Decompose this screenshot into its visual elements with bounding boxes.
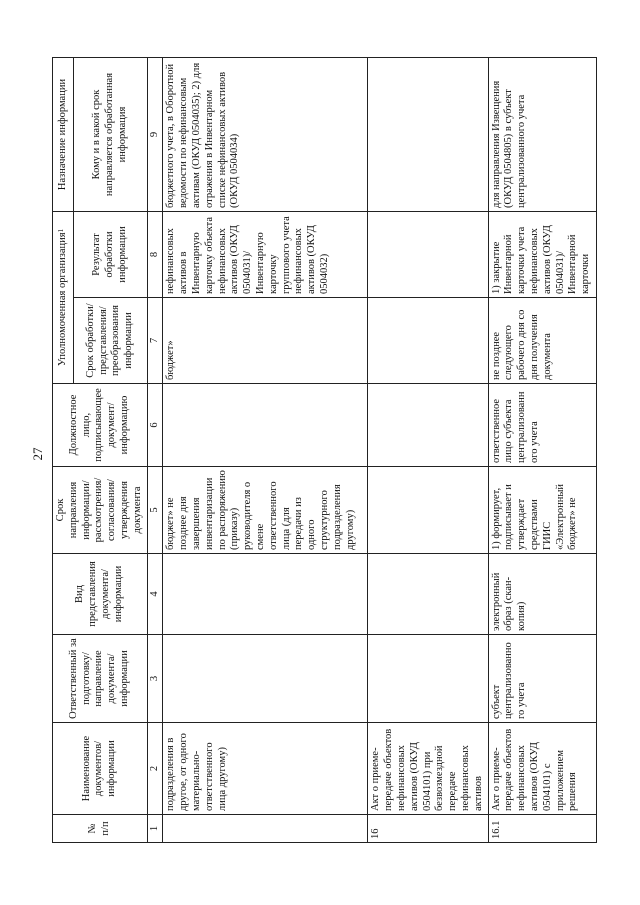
cell-processing-term: не позднее следующего рабочего дня со дня получения документа [488,298,596,384]
cell-number: 16.1 [488,815,596,843]
cell-representation [368,554,488,635]
cell-processing-term [368,298,488,384]
header-official: Должностное лицо, подписывающее документ/ информацию [53,384,148,467]
column-number: 7 [147,298,163,384]
header-representation: Вид представления документа/ информации [53,554,148,635]
header-purpose: Назначение информации [53,58,74,212]
cell-representation [163,554,368,635]
header-processing-term: Срок обработки/ представления/ преобразования информации [74,298,147,384]
document-table [52,57,597,843]
cell-purpose: для направления Извещения (ОКУД 0504805) в субъект централизованного учета [488,58,596,212]
cell-document-name: подразделения в другое, от одного материально-ответственного лица другому) [163,723,368,815]
column-number: 9 [147,58,163,212]
cell-responsible: субъект централизованного учета [488,635,596,723]
column-number: 3 [147,635,163,723]
header-authorized-organization-label: Уполномоченная организация [56,232,68,367]
table-row [368,58,488,843]
header-document-name: Наименование документов/ информации [53,723,148,815]
cell-term [368,467,488,554]
page-number: 27 [30,447,45,461]
cell-document-name: Акт о приеме-передаче объектов нефинансовых активов (ОКУД 0504101) с приложением решения [488,723,596,815]
table-row [488,58,596,843]
cell-responsible [368,635,488,723]
footnote-mark: 1 [56,228,65,233]
header-number: № п/п [53,815,148,843]
cell-purpose [368,58,488,212]
cell-official [368,384,488,467]
column-number: 4 [147,554,163,635]
cell-number [163,815,368,843]
cell-representation: электронный образ (скан-копия) [488,554,596,635]
header-processing-result: Результат обработки информации [74,212,147,298]
cell-purpose: бюджетного учета, в Оборотной ведомости по нефинансовым активам (ОКУД 0504035); 2) для отражения в Инвентарном списке нефинансовых активов (ОКУД 0504034) [163,58,368,212]
cell-processing-result: 1) закрытие Инвентарной карточки учета нефинансовых активов (ОКУД 0504031)/Инвентарной карточки [488,212,596,298]
column-number: 1 [147,815,163,843]
cell-responsible [163,635,368,723]
column-number: 8 [147,212,163,298]
cell-processing-result: нефинансовых активов в Инвентарную карточку объекта нефинансовых активов (ОКУД 0504031)/Инвентарную карточку группового учета нефинансовых активов (ОКУД 0504032) [163,212,368,298]
column-number: 5 [147,467,163,554]
column-number: 2 [147,723,163,815]
cell-processing-result [368,212,488,298]
header-purpose-recipient: Кому и в какой срок направляется обработанная информация [74,58,147,212]
header-responsible: Ответственный за подготовку/ направление документа/ информации [53,635,148,723]
cell-term: 1) формирует, подписывает и утверждает средствами ГИИС «Электронный бюджет» не [488,467,596,554]
table-row [163,58,368,843]
cell-official [163,384,368,467]
cell-term: бюджет» не позднее дня завершения инвентаризации по распоряжению (приказу) руководителя о смене ответственного лица (для передачи из одного структурного подразделения другому) [163,467,368,554]
cell-document-name: Акт о приеме-передаче объектов нефинансовых активов (ОКУД 0504101) при безвозмездной передаче нефинансовых активов [368,723,488,815]
header-authorized-organization [53,212,74,384]
cell-number: 16 [368,815,488,843]
cell-processing-term: бюджет» [163,298,368,384]
header-term: Срок направления информации/ рассмотрения/ согласования/ утверждения документа [53,467,148,554]
rotated-table-container [52,58,592,843]
cell-official: ответственное лицо субъекта централизованного учета [488,384,596,467]
column-number: 6 [147,384,163,467]
